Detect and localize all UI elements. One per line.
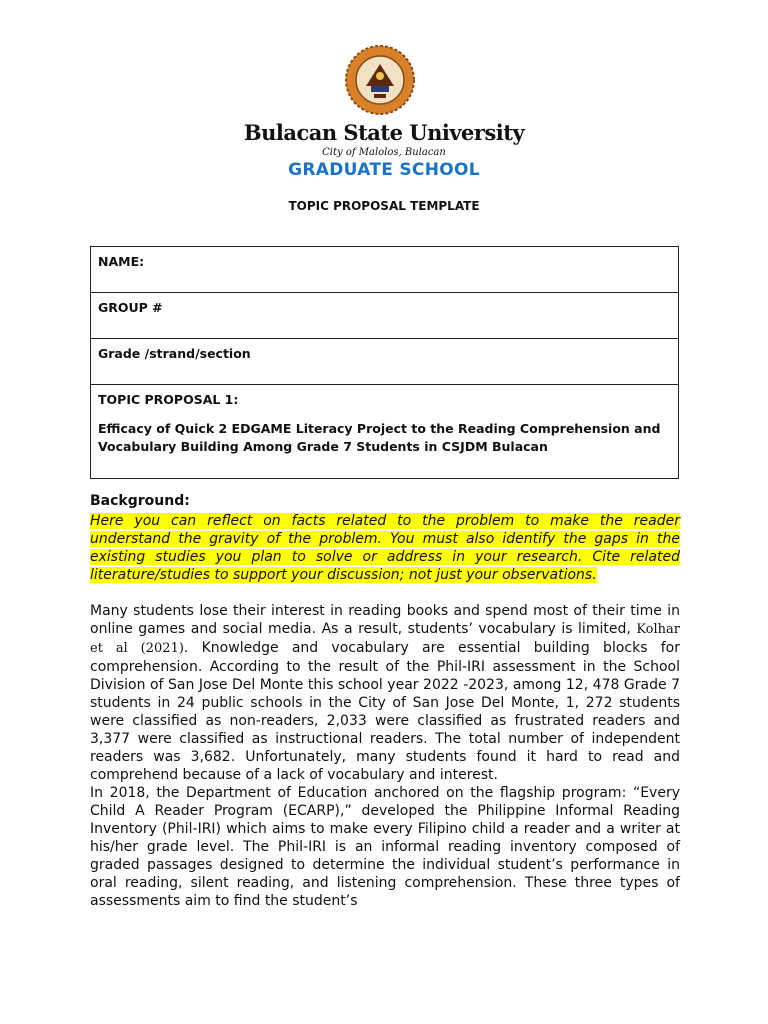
paragraph-1-text-a: Many students lose their interest in reading books and spend most of their time in online games and social media. As a result, students’ vocabulary is limited, — [90, 603, 680, 637]
name-field[interactable] — [91, 247, 679, 293]
background-instruction — [90, 512, 680, 584]
name-label: NAME: — [98, 254, 145, 269]
grade-field[interactable] — [91, 339, 679, 385]
paragraph-2: In 2018, the Department of Education anchored on the flagship program: “Every Child A Reader Program (ECARP),” developed the Philippine Informal Reading Inventory (Phil-IRI) which aims to make every Filipino child a reader and a writer at his/her grade level. The Phil-IRI is an informal reading inventory composed of graded passages designed to determine the individual student’s performance in oral reading, silent reading, and listening comprehension. These three types of assessments aim to find the student’s — [90, 785, 680, 909]
topic-label: TOPIC PROPOSAL 1: — [98, 392, 239, 407]
university-city: City of Malolos, Bulacan — [322, 147, 446, 158]
school-name: GRADUATE SCHOOL — [288, 160, 480, 180]
university-name: Bulacan State University — [243, 120, 525, 145]
university-seal-icon — [344, 44, 416, 116]
topic-proposal-text: Efficacy of Quick 2 EDGAME Literacy Project to the Reading Comprehension and Vocabulary Building Among Grade 7 Students in CSJDM Bulacan — [98, 421, 661, 454]
background-heading: Background: — [90, 493, 190, 509]
group-label: GROUP # — [98, 300, 163, 315]
topic-field[interactable] — [91, 385, 679, 479]
instruction-highlight: Here you can reflect on facts related to the problem to make the reader understand the gravity of the problem. You must also identify the gaps in the existing studies you plan to solve or address in your research. Cite related literature/studies to support your discussion; not just your observations. — [90, 513, 680, 583]
paragraph-1-text-b: . Knowledge and vocabulary are essential building blocks for comprehension. According to the result of the Phil-IRI assessment in the School Division of San Jose Del Monte this school year 2022 -2023, among 12, 478 Grade 7 students in 24 public schools in the City of San Jose Del Monte, 1, 272 students were classified as non-readers, 2,033 were classified as frustrated readers and 3,377 were classified as instructional readers. The total number of independent readers was 3,682. Unfortunately, many students found it hard to read and comprehend because of a lack of vocabulary and interest. — [90, 640, 680, 783]
citation: Kolhar et al (2021) — [90, 622, 680, 656]
group-field[interactable] — [91, 293, 679, 339]
grade-label: Grade /strand/section — [98, 346, 251, 361]
paragraph-1 — [90, 602, 680, 784]
proposal-form-table — [90, 246, 679, 479]
template-title: TOPIC PROPOSAL TEMPLATE — [288, 199, 480, 213]
background-body — [90, 602, 680, 910]
